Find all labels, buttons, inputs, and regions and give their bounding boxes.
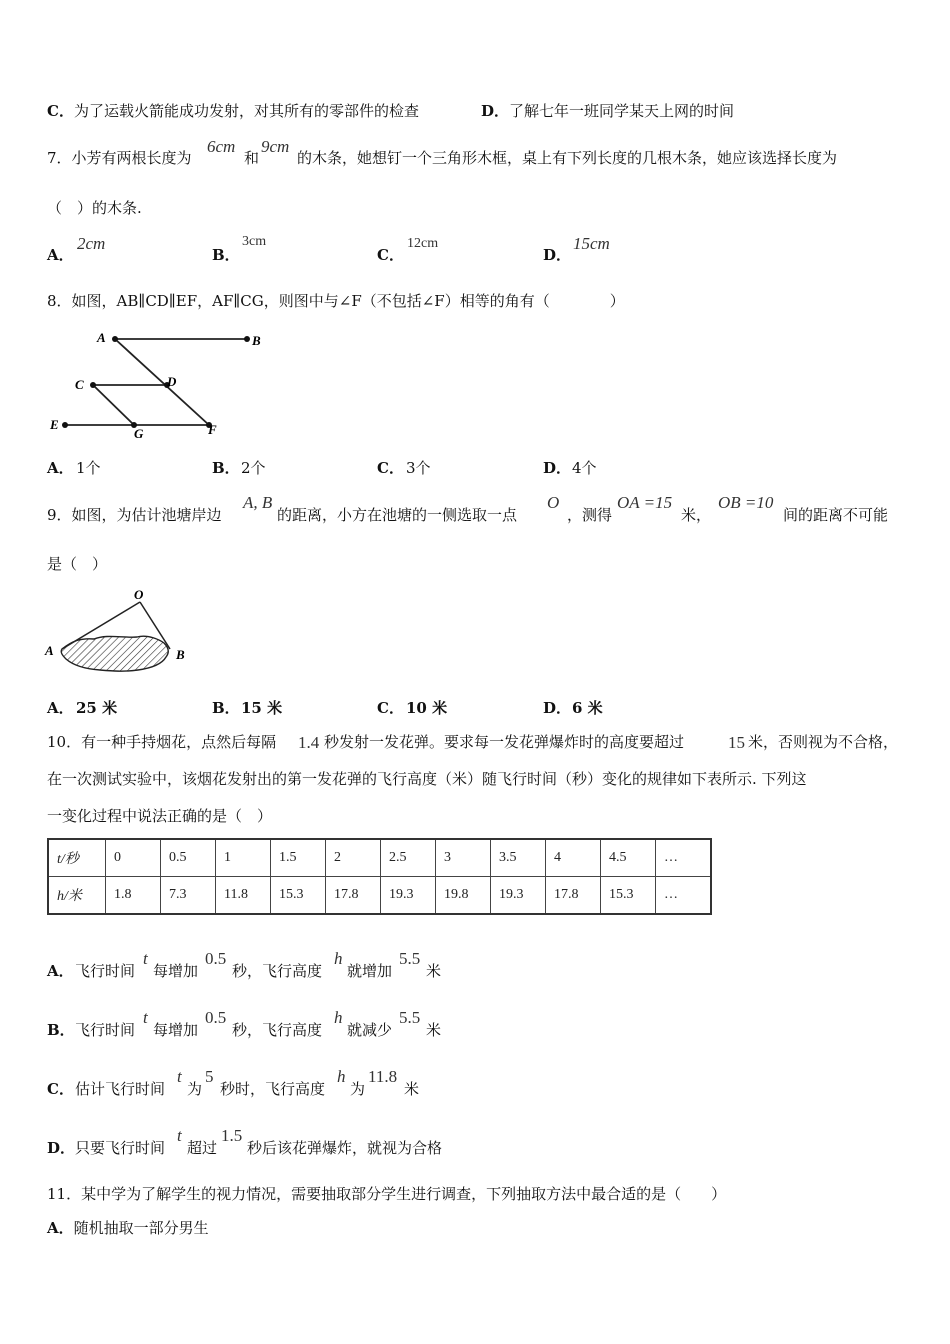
option-value: 6 米 — [572, 699, 603, 717]
stem-text: 如图，AB∥CD∥EF，AF∥CG，则图中与∠F（不包括∠F）相等的角有（ ） — [71, 292, 625, 310]
segment-af — [115, 339, 209, 425]
option-label: C． — [377, 246, 404, 264]
option-text: 秒，飞行高度 — [232, 962, 323, 980]
option-label: A． — [47, 699, 74, 717]
stem-text: 和 — [244, 149, 260, 167]
table-cell: 3 — [436, 839, 491, 877]
option-label: D． — [543, 246, 572, 264]
question-number: 8． — [47, 292, 72, 310]
option-text: 为 — [187, 1080, 203, 1098]
table-cell: 11.8 — [216, 877, 271, 915]
label-a: A — [97, 330, 106, 345]
math-o: O — [547, 493, 560, 512]
label-e: E — [50, 417, 59, 432]
stem-text: 秒发射一发花弹。要求每一发花弹爆炸时的高度要超过 — [324, 733, 685, 751]
option-label: C． — [47, 102, 74, 120]
math-value: 5 — [205, 1067, 214, 1086]
option-text: 只要飞行时间 — [75, 1139, 166, 1157]
q6-option-c — [47, 104, 419, 119]
table-cell: 2.5 — [381, 839, 436, 877]
point-c — [90, 382, 96, 388]
table-cell: 7.3 — [161, 877, 216, 915]
option-label: D． — [47, 1139, 76, 1157]
table-cell: 0 — [106, 839, 161, 877]
option-text: 就增加 — [347, 962, 393, 980]
math-height: 15 — [728, 733, 745, 752]
option-label: D． — [543, 459, 572, 477]
option-value: 3个 — [406, 459, 431, 477]
option-value: 12cm — [407, 236, 439, 251]
option-value: 3cm — [242, 234, 267, 249]
option-label: B． — [212, 699, 240, 717]
option-value: 15 米 — [241, 699, 283, 717]
table-cell: … — [656, 877, 712, 915]
option-label: A． — [47, 1219, 74, 1237]
q8-stem — [47, 294, 625, 309]
option-label: C． — [47, 1080, 74, 1098]
option-value: 10 米 — [406, 699, 448, 717]
stem-text: 的距离，小方在池塘的一侧选取一点 — [277, 506, 518, 524]
label-o: O — [134, 587, 144, 602]
math-t: t — [143, 1008, 148, 1027]
question-number: 10． — [47, 733, 82, 751]
q6-option-d — [481, 104, 734, 119]
option-text: 秒时，飞行高度 — [220, 1080, 326, 1098]
math-ab: A, B — [243, 493, 273, 512]
stem-text: 小芳有两根长度为 — [71, 149, 192, 167]
option-label: C． — [377, 459, 404, 477]
option-text: 就减少 — [347, 1021, 393, 1039]
math-value: 5.5 — [399, 1008, 421, 1027]
q10-stem-line2: 在一次测试实验中，该烟花发射出的第一发花弹的飞行高度（米）随飞行时间（秒）变化的规律如下表所示. 下列这 — [47, 770, 807, 788]
stem-text: 某中学为了解学生的视力情况，需要抽取部分学生进行调查，下列抽取方法中最合适的是（ ） — [81, 1185, 727, 1203]
option-label: B． — [212, 459, 240, 477]
table-cell: 3.5 — [491, 839, 546, 877]
stem-text: 米， — [681, 506, 712, 524]
table-cell: 0.5 — [161, 839, 216, 877]
math-ob: OB =10 — [718, 493, 774, 512]
table-cell: 19.3 — [381, 877, 436, 915]
stem-text: 的木条，她想钉一个三角形木框，桌上有下列长度的几根木条，她应该选择长度为 — [297, 149, 838, 167]
option-text: 每增加 — [153, 962, 199, 980]
table-cell: 15.3 — [601, 877, 656, 915]
table-header-h: h/米 — [48, 877, 106, 915]
math-h: h — [334, 949, 343, 968]
option-value: 2cm — [77, 234, 106, 253]
table-cell: 1 — [216, 839, 271, 877]
math-t: t — [177, 1067, 182, 1086]
option-label: A． — [47, 459, 74, 477]
question-number: 11． — [47, 1185, 82, 1203]
math-value: 5.5 — [399, 949, 421, 968]
math-t: t — [143, 949, 148, 968]
question-number: 7． — [47, 149, 72, 167]
table-cell: 17.8 — [546, 877, 601, 915]
option-label: B． — [47, 1021, 75, 1039]
label-a: A — [45, 643, 54, 658]
stem-text: 间的距离不可能 — [783, 506, 889, 524]
math-value: 0.5 — [205, 1008, 227, 1027]
math-9cm: 9cm — [261, 137, 290, 156]
option-label: A． — [47, 246, 74, 264]
table-cell: 17.8 — [326, 877, 381, 915]
table-cell: 4 — [546, 839, 601, 877]
math-6cm: 6cm — [207, 137, 236, 156]
question-number: 9． — [47, 506, 72, 524]
option-text: 了解七年一班同学某天上网的时间 — [509, 102, 735, 120]
q9-stem-line2: 是（ ） — [47, 555, 108, 573]
option-label: B． — [212, 246, 240, 264]
q9-figure — [42, 586, 202, 682]
option-text: 飞行时间 — [75, 962, 136, 980]
stem-text: 有一种手持烟花，点然后每隔 — [81, 733, 277, 751]
stem-text: 米，否则视为不合格， — [748, 733, 899, 751]
label-g: G — [134, 426, 144, 441]
q7-stem-line1 — [47, 151, 192, 166]
math-value: 11.8 — [368, 1067, 398, 1086]
math-value: 0.5 — [205, 949, 227, 968]
option-text: 每增加 — [153, 1021, 199, 1039]
q7-stem-line2: （ ）的木条. — [47, 199, 142, 217]
point-e — [62, 422, 68, 428]
q9-stem-line1 — [47, 508, 222, 523]
stem-text: 如图，为估计池塘岸边 — [71, 506, 222, 524]
q10-stem-line3: 一变化过程中说法正确的是（ ） — [47, 807, 273, 825]
label-b: B — [176, 647, 185, 662]
q10-stem-line1 — [47, 735, 276, 750]
table-cell: 2 — [326, 839, 381, 877]
pond — [61, 636, 168, 671]
math-h: h — [337, 1067, 346, 1086]
option-text: 秒后该花弹爆炸，就视为合格 — [247, 1139, 443, 1157]
option-label: A． — [47, 962, 74, 980]
table-row-t — [48, 839, 711, 877]
option-text: 为了运载火箭能成功发射，对其所有的零部件的检查 — [73, 102, 419, 120]
table-cell: 1.8 — [106, 877, 161, 915]
table-header-t: t/秒 — [48, 839, 106, 877]
table-cell: … — [656, 839, 712, 877]
q11-stem — [47, 1187, 726, 1202]
option-label: D． — [481, 102, 510, 120]
table-cell: 4.5 — [601, 839, 656, 877]
label-d: D — [167, 374, 177, 389]
table-row-h — [48, 877, 711, 915]
table-cell: 19.8 — [436, 877, 491, 915]
option-label: C． — [377, 699, 404, 717]
label-f: F — [208, 422, 217, 437]
option-label: D． — [543, 699, 572, 717]
option-text: 随机抽取一部分男生 — [73, 1219, 209, 1237]
table-cell: 19.3 — [491, 877, 546, 915]
math-interval: 1.4 — [298, 733, 320, 752]
option-text: 估计飞行时间 — [75, 1080, 166, 1098]
q11-option-a — [47, 1221, 209, 1236]
q10-data-table — [47, 838, 712, 915]
option-text: 飞行时间 — [75, 1021, 136, 1039]
stem-text: ，测得 — [567, 506, 613, 524]
math-oa: OA =15 — [617, 493, 673, 512]
table-cell: 1.5 — [271, 839, 326, 877]
option-text: 米 — [404, 1080, 420, 1098]
option-value: 25 米 — [76, 699, 118, 717]
q8-figure — [45, 328, 275, 444]
option-text: 米 — [426, 1021, 442, 1039]
option-value: 1个 — [76, 459, 101, 477]
option-text: 为 — [350, 1080, 366, 1098]
option-value: 15cm — [573, 234, 610, 253]
math-t: t — [177, 1126, 182, 1145]
option-value: 2个 — [241, 459, 266, 477]
option-text: 超过 — [187, 1139, 218, 1157]
math-value: 1.5 — [221, 1126, 243, 1145]
label-b: B — [252, 333, 261, 348]
option-text: 秒，飞行高度 — [232, 1021, 323, 1039]
segment-cg — [93, 385, 134, 425]
table-cell: 15.3 — [271, 877, 326, 915]
point-b — [244, 336, 250, 342]
option-value: 4个 — [572, 459, 597, 477]
math-h: h — [334, 1008, 343, 1027]
point-a — [112, 336, 118, 342]
label-c: C — [75, 377, 84, 392]
option-text: 米 — [426, 962, 442, 980]
